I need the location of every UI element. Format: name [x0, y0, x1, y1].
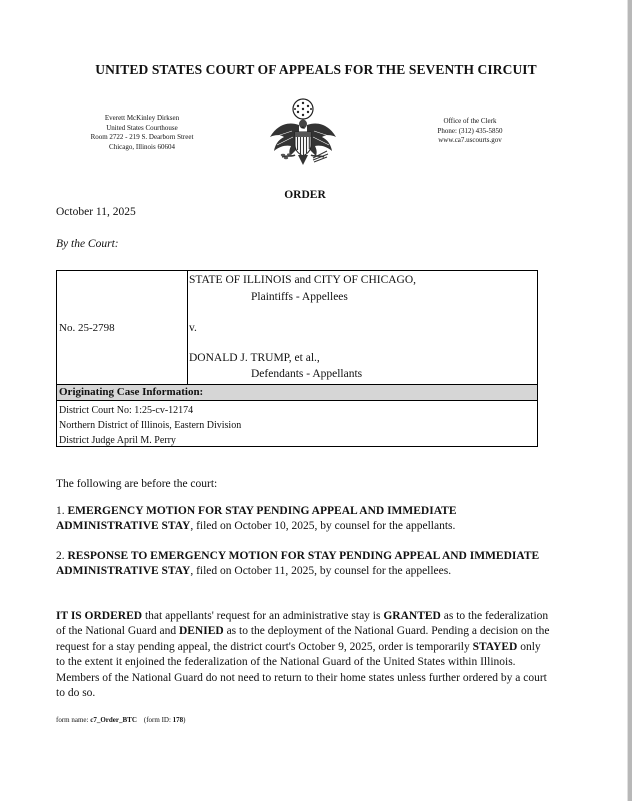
defendants-name: DONALD J. TRUMP, et al., — [189, 352, 320, 364]
case-caption-table — [56, 270, 538, 447]
stayed-text: STAYED — [472, 640, 518, 653]
order-title: ORDER — [284, 189, 326, 201]
district-judge: District Judge April M. Perry — [59, 435, 176, 446]
address-line: Everett McKinley Dirksen — [104, 114, 180, 122]
case-number: No. 25-2798 — [59, 322, 115, 334]
clerk-website: www.ca7.uscourts.gov — [438, 136, 502, 145]
form-id-label: (form ID: — [143, 716, 173, 724]
district-name: Northern District of Illinois, Eastern Division — [59, 420, 242, 431]
response-details: , filed on October 11, 2025, by counsel for the appellees. — [190, 565, 452, 578]
order-text: as to the deployment of the National Guard. Pending a decision on the request for a stay pending appeal, the district court's October 9, 2025, order is temporarily — [56, 625, 550, 653]
district-court-number: District Court No: 1:25-cv-12174 — [59, 405, 194, 416]
intro-paragraph: The following are before the court: — [56, 478, 218, 490]
order-text: that appellants' request for an administrative stay is — [142, 610, 384, 622]
clerk-phone: Phone: (312) 435-5850 — [437, 126, 503, 135]
form-id-close: ) — [183, 716, 186, 724]
motion-details: , filed on October 10, 2025, by counsel for the appellants. — [190, 520, 456, 533]
form-footer — [56, 716, 186, 724]
page-scrollbar-edge — [628, 0, 632, 801]
originating-case-header: Originating Case Information: — [57, 384, 537, 401]
address-line: United States Courthouse — [106, 123, 178, 132]
form-id: 178 — [172, 716, 184, 724]
courthouse-address — [72, 114, 212, 153]
defendants-role: Defendants - Appellants — [251, 368, 363, 380]
item-number: 2. — [56, 550, 68, 562]
it-is-ordered: IT IS ORDERED — [56, 610, 143, 622]
order-text: only to the extent it enjoined the federalization of the National Guard of the United States within Illinois. Members of the National Guard do not need to return to their home states unless further ordered by a court to do so. — [56, 640, 547, 700]
order-text: as to the federalization of the National Guard and — [56, 610, 549, 638]
motion-item-1 — [56, 504, 550, 535]
eagle-seal-icon — [262, 95, 344, 177]
plaintiffs-role: Plaintiffs - Appellees — [251, 291, 348, 303]
item-number: 1. — [56, 505, 68, 517]
versus: v. — [189, 322, 197, 334]
address-line: Chicago, Illinois 60604 — [109, 143, 175, 152]
motion-title: EMERGENCY MOTION FOR STAY PENDING APPEAL AND IMMEDIATE ADMINISTRATIVE STAY — [56, 505, 457, 533]
parties-cell — [188, 271, 537, 384]
order-date: October 11, 2025 — [56, 206, 136, 218]
form-name: c7_Order_BTC — [90, 716, 137, 724]
originating-case-info — [59, 403, 241, 448]
clerk-contact — [412, 117, 528, 146]
by-the-court: By the Court: — [56, 238, 119, 250]
order-paragraph — [56, 609, 550, 701]
form-name-label: form name: — [56, 716, 91, 724]
address-line: Room 2722 - 219 S. Dearborn Street — [90, 133, 194, 142]
motion-item-2 — [56, 549, 550, 580]
denied-text: DENIED — [178, 625, 224, 638]
plaintiffs-name: STATE OF ILLINOIS and CITY OF CHICAGO, — [189, 274, 417, 286]
response-title: RESPONSE TO EMERGENCY MOTION FOR STAY PENDING APPEAL AND IMMEDIATE ADMINISTRATIVE STAY — [56, 550, 540, 578]
court-title: UNITED STATES COURT OF APPEALS FOR THE SEVENTH CIRCUIT — [95, 62, 537, 77]
clerk-line: Office of the Clerk — [443, 117, 497, 125]
case-number-cell — [57, 271, 188, 384]
granted-text: GRANTED — [383, 610, 441, 622]
